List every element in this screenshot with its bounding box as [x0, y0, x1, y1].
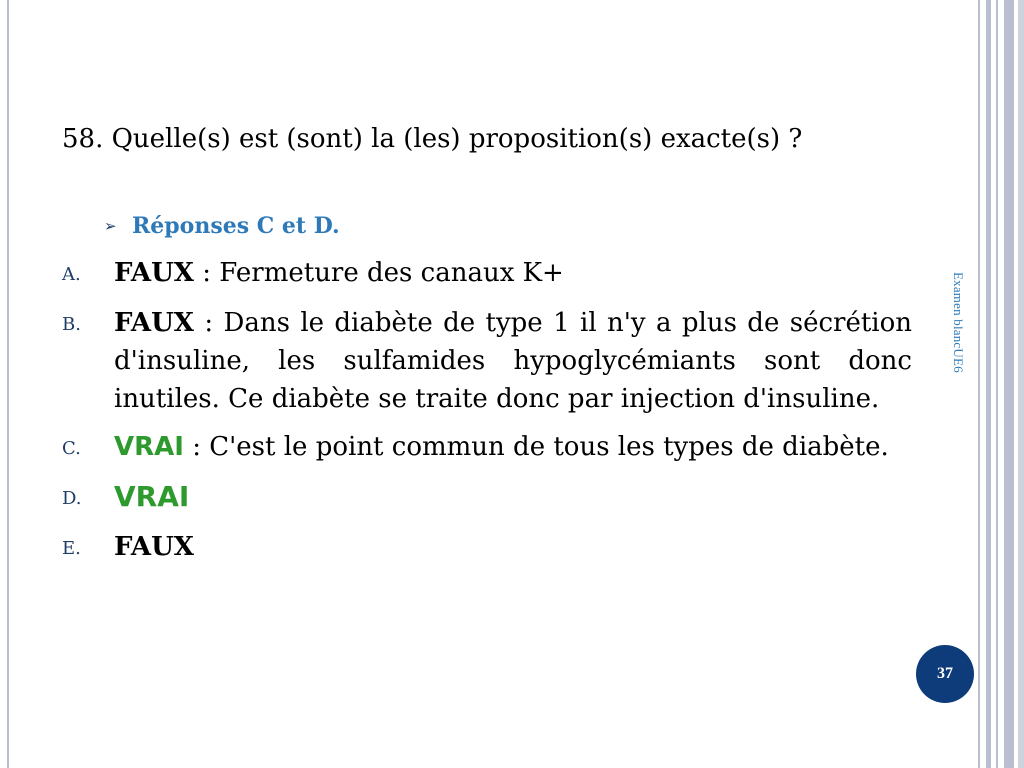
page-number: 37: [937, 665, 953, 682]
proposition-content: [114, 304, 912, 418]
decorative-stripe: [1018, 0, 1024, 768]
separator: :: [193, 308, 224, 338]
decorative-stripe: [996, 0, 998, 768]
proposition-text: Fermeture des canaux K+: [219, 258, 564, 288]
proposition-letter: C.: [62, 438, 81, 459]
proposition-d: [62, 478, 912, 518]
separator: :: [183, 432, 210, 462]
proposition-letter: D.: [62, 488, 82, 509]
proposition-text: Dans le diabète de type 1 il n'y a plus de sécrétion d'insuline, les sulfamides hypoglycémiants sont donc inutiles. Ce diabète se traite donc par injection d'insuline.: [114, 308, 912, 414]
proposition-letter: B.: [62, 314, 81, 335]
proposition-c: [62, 428, 912, 468]
left-border-line: [7, 0, 9, 768]
answer-summary: [104, 208, 340, 244]
decorative-stripe: [978, 0, 980, 768]
proposition-content: [114, 528, 912, 566]
question-text: 58. Quelle(s) est (sont) la (les) proposition(s) exacte(s) ?: [62, 124, 803, 154]
decorative-stripe: [986, 0, 991, 768]
proposition-content: [114, 478, 912, 517]
verdict-faux: FAUX: [114, 258, 194, 288]
verdict-faux: FAUX: [114, 532, 194, 562]
side-label: Examen blancUE6: [951, 272, 966, 373]
arrow-right-icon: ➢: [104, 217, 117, 235]
page-number-badge: [916, 645, 974, 703]
verdict-vrai: VRAI: [114, 480, 190, 513]
separator: :: [193, 258, 220, 288]
proposition-list: [62, 254, 912, 578]
proposition-e: [62, 528, 912, 568]
verdict-vrai: VRAI: [114, 432, 184, 462]
proposition-b: [62, 304, 912, 418]
answer-summary-text: Réponses C et D.: [132, 213, 340, 239]
proposition-content: [114, 428, 912, 466]
verdict-faux: FAUX: [114, 308, 194, 338]
proposition-text: C'est le point commun de tous les types de diabète.: [209, 432, 889, 462]
proposition-a: [62, 254, 912, 294]
proposition-content: [114, 254, 912, 292]
proposition-letter: E.: [62, 538, 81, 559]
decorative-stripe: [1004, 0, 1014, 768]
proposition-letter: A.: [62, 264, 81, 285]
